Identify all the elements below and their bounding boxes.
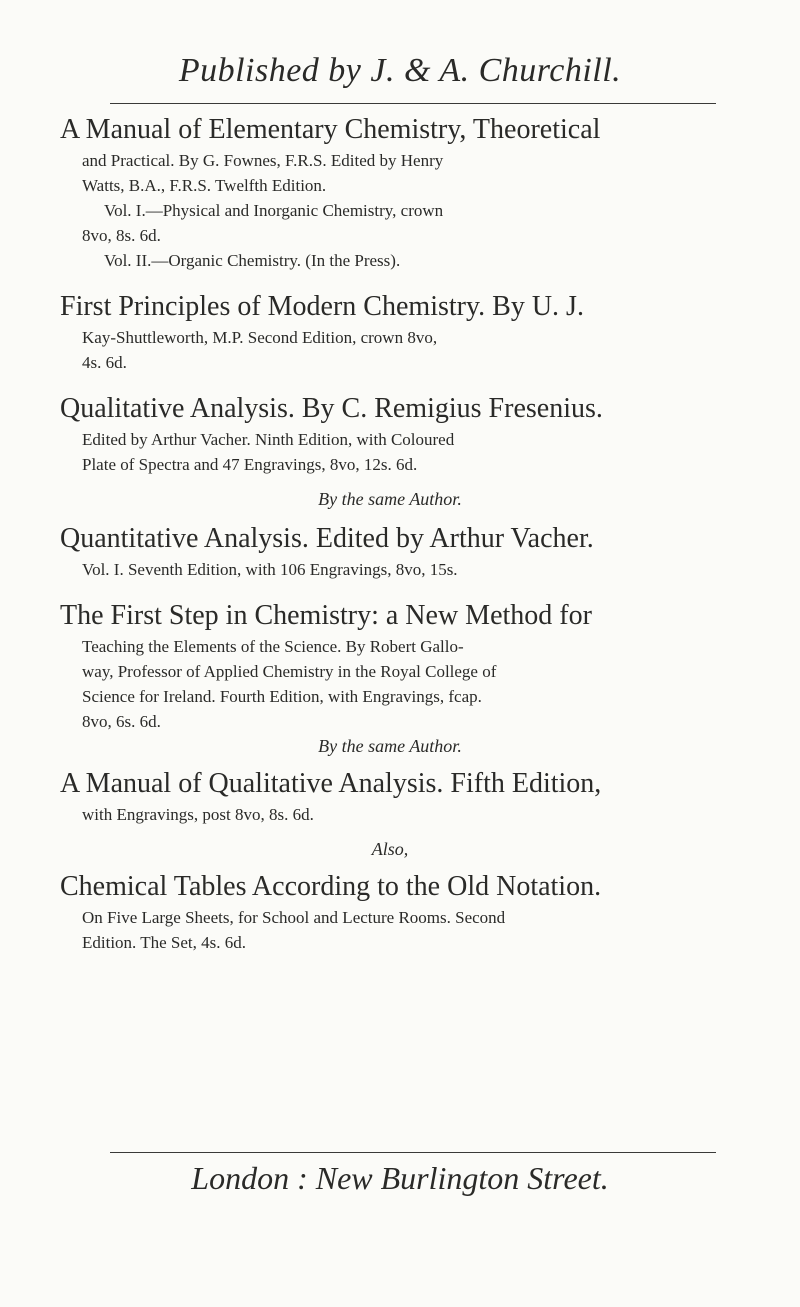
entry-kay-shuttleworth (60, 289, 720, 375)
entry-line: and Practical. By G. Fownes, F.R.S. Edited by Henry (82, 151, 444, 170)
entry-title: Qualitative Analysis. By C. Remigius Fresenius. (60, 393, 603, 424)
entry-line: 8vo, 6s. 6d. (82, 712, 161, 731)
entry-title: The First Step in Chemistry: a New Method for (60, 600, 592, 631)
top-rule (110, 103, 716, 104)
entry-line: with Engravings, post 8vo, 8s. 6d. (82, 805, 314, 824)
volume-line: Vol. I.—Physical and Inorganic Chemistry, crown (104, 201, 444, 220)
entry-title: A Manual of Qualitative Analysis. Fifth Edition, (60, 768, 602, 799)
same-author-note: By the same Author. (318, 736, 462, 756)
entry-fresenius-qualitative (60, 391, 720, 477)
entry-title: Chemical Tables According to the Old Notation. (60, 871, 602, 902)
entry-line: 4s. 6d. (82, 353, 127, 372)
entry-chemical-tables (60, 869, 720, 955)
entry-fresenius-quantitative (60, 521, 720, 582)
entry-line: Teaching the Elements of the Science. By Robert Gallo- (82, 637, 464, 656)
entry-line: way, Professor of Applied Chemistry in the Royal College of (82, 662, 497, 681)
entry-line: Science for Ireland. Fourth Edition, with Engravings, fcap. (82, 687, 482, 706)
entry-title: Quantitative Analysis. Edited by Arthur Vacher. (60, 523, 594, 554)
entry-fownes (60, 112, 720, 273)
entry-line: Plate of Spectra and 47 Engravings, 8vo, 12s. 6d. (82, 455, 418, 474)
also-note: Also, (371, 839, 409, 859)
entry-title: First Principles of Modern Chemistry. By U. J. (60, 291, 584, 322)
entry-line: Edited by Arthur Vacher. Ninth Edition, with Coloured (82, 430, 455, 449)
entries-list (60, 112, 720, 955)
volume-line: 8vo, 8s. 6d. (82, 226, 161, 245)
entry-line: Vol. I. Seventh Edition, with 106 Engravings, 8vo, 15s. (82, 560, 458, 579)
entry-line: Edition. The Set, 4s. 6d. (82, 933, 247, 952)
same-author-note: By the same Author. (318, 489, 462, 509)
bottom-rule (110, 1152, 716, 1153)
publisher-heading: Published by J. & A. Churchill. (178, 52, 622, 89)
entry-line: Kay-Shuttleworth, M.P. Second Edition, crown 8vo, (82, 328, 438, 347)
entry-line: On Five Large Sheets, for School and Lecture Rooms. Second (82, 908, 506, 927)
entry-line: Watts, B.A., F.R.S. Twelfth Edition. (82, 176, 327, 195)
volume-line: Vol. II.—Organic Chemistry. (In the Press). (104, 251, 401, 270)
entry-galloway-first-step (60, 598, 720, 734)
entry-title: A Manual of Elementary Chemistry, Theoretical (60, 114, 601, 145)
publisher-address: London : New Burlington Street. (191, 1160, 609, 1196)
entry-galloway-qualitative (60, 766, 720, 827)
